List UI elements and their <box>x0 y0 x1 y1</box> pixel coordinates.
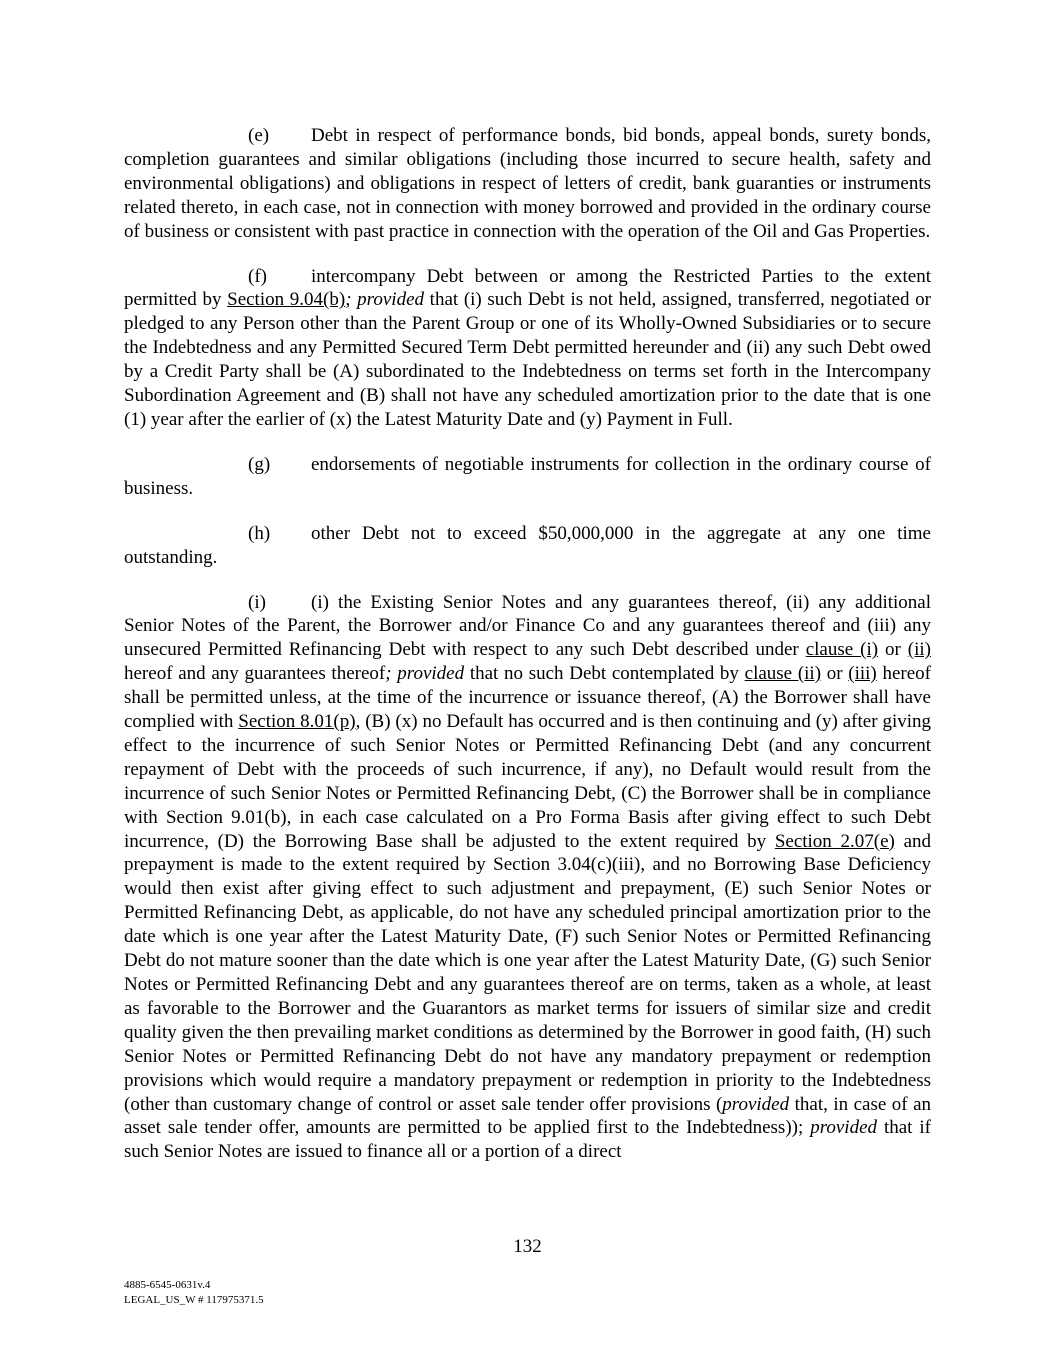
paragraph-label: (g) <box>248 453 271 475</box>
section-reference: Section 8.01(p) <box>238 711 356 733</box>
paragraph-label: (f) <box>248 265 267 287</box>
paragraph-label: (h) <box>248 522 271 544</box>
paragraph-text: and prepayment is made to the extent required by Section 3.04(c)(iii), and no Borrowing Base Deficiency would then exist after giving effect to such adjustment and prepayment, (E) such Senior Notes or Permitted Refinancing Debt, as applicable, do not have any scheduled principal amortization prior to the date which is one year after the Latest Maturity Date, (F) such Senior Notes or Permitted Refinancing Debt do not mature sooner than the date which is one year after the Latest Maturity Date, (G) such Senior Notes or Permitted Refinancing Debt and any guarantees thereof are on terms, taken as a whole, at least as favorable to the Borrower and the Guarantors as market terms for issuers of similar size and credit quality given the then prevailing market conditions as determined by the Borrower in good faith, (H) such Senior Notes or Permitted Refinancing Debt do not have any mandatory prepayment or redemption provisions which would require a mandatory prepayment or redemption in priority to the Indebtedness (other than customary change of control or asset sale tender offer provisions ( <box>124 830 931 1115</box>
section-reference: (ii) <box>907 639 932 661</box>
paragraph-label: (i) <box>248 591 266 613</box>
paragraph <box>124 522 931 570</box>
paragraph-label: (e) <box>248 125 270 146</box>
emphasis-text: ; provided <box>345 289 425 311</box>
paragraph <box>124 453 931 501</box>
section-reference: clause (i) <box>805 639 879 661</box>
paragraph-text: endorsements of negotiable instruments for collection in the ordinary course of business. <box>124 453 931 499</box>
section-reference: clause (ii) <box>744 663 822 685</box>
paragraph <box>124 265 931 432</box>
paragraph-text: that, in case of an asset sale tender offer, amounts are permitted to be applied first to the Indebtedness)); <box>124 1093 931 1139</box>
emphasis-text: provided <box>810 1117 878 1139</box>
footer-doc-id: 4885-6545-0631v.4 <box>124 1279 211 1291</box>
document-body <box>124 124 931 1164</box>
paragraph-text: or <box>821 663 849 685</box>
page-number: 132 <box>513 1236 542 1257</box>
paragraph-text: hereof and any guarantees thereof <box>124 663 386 685</box>
section-reference: Section 2.07(e) <box>774 830 895 852</box>
paragraph <box>124 124 931 244</box>
paragraph-text: (i) the Existing Senior Notes and any guarantees thereof, (ii) any additional Senior Notes of the Parent, the Borrower and/or Finance Co and any guarantees thereof and (iii) any unsecured Permitted Refinancing Debt with respect to any such Debt described under <box>124 591 931 661</box>
paragraph <box>124 591 931 1165</box>
footer-legal-id: LEGAL_US_W # 117975371.5 <box>124 1294 264 1306</box>
paragraph-text: or <box>878 639 908 661</box>
paragraph-text: that (i) such Debt is not held, assigned, transferred, negotiated or pledged to any Person other than the Parent Group or one of its Wholly-Owned Subsidiaries or to secure the Indebtedness and any Permitted Secured Term Debt permitted hereunder and (ii) any such Debt owed by a Credit Party shall be (A) subordinated to the Indebtedness on terms set forth in the Intercompany Subordination Agreement and (B) shall not have any scheduled amortization prior to the date that is one (1) year after the earlier of (x) the Latest Maturity Date and (y) Payment in Full. <box>124 289 931 430</box>
emphasis-text: provided <box>722 1093 790 1115</box>
paragraph-text: that if such Senior Notes are issued to finance all or a portion of a direct <box>124 1117 931 1163</box>
section-reference: Section 9.04(b) <box>227 289 346 311</box>
emphasis-text: ; provided <box>385 663 465 685</box>
paragraph-text: intercompany Debt between or among the Restricted Parties to the extent permitted by <box>124 265 931 311</box>
paragraph-text: that no such Debt contemplated by <box>464 663 745 685</box>
section-reference: (iii) <box>848 663 877 685</box>
document-footer <box>124 1278 264 1308</box>
paragraph-text: hereof shall be permitted unless, at the time of the incurrence or issuance thereof, (A) the Borrower shall have complied with <box>124 663 931 733</box>
paragraph-text: Debt in respect of performance bonds, bid bonds, appeal bonds, surety bonds, completion guarantees and similar obligations (including those incurred to secure health, safety and environmental obligations) and obligations in respect of letters of credit, bank guaranties or instruments related thereto, in each case, not in connection with money borrowed and provided in the ordinary course of business or consistent with past practice in connection with the operation of the Oil and Gas Properties. <box>124 125 931 242</box>
paragraph-text: other Debt not to exceed $50,000,000 in the aggregate at any one time outstanding. <box>124 522 931 568</box>
paragraph-text: , (B) (x) no Default has occurred and is then continuing and (y) after giving effect to the incurrence of such Senior Notes or Permitted Refinancing Debt (and any concurrent repayment of Debt with the proceeds of such incurrence, if any), no Default would result from the incurrence of such Senior Notes or Permitted Refinancing Debt, (C) the Borrower shall be in compliance with Section 9.01(b), in each case calculated on a Pro Forma Basis after giving effect to such Debt incurrence, (D) the Borrowing Base shall be adjusted to the extent required by <box>124 711 931 852</box>
